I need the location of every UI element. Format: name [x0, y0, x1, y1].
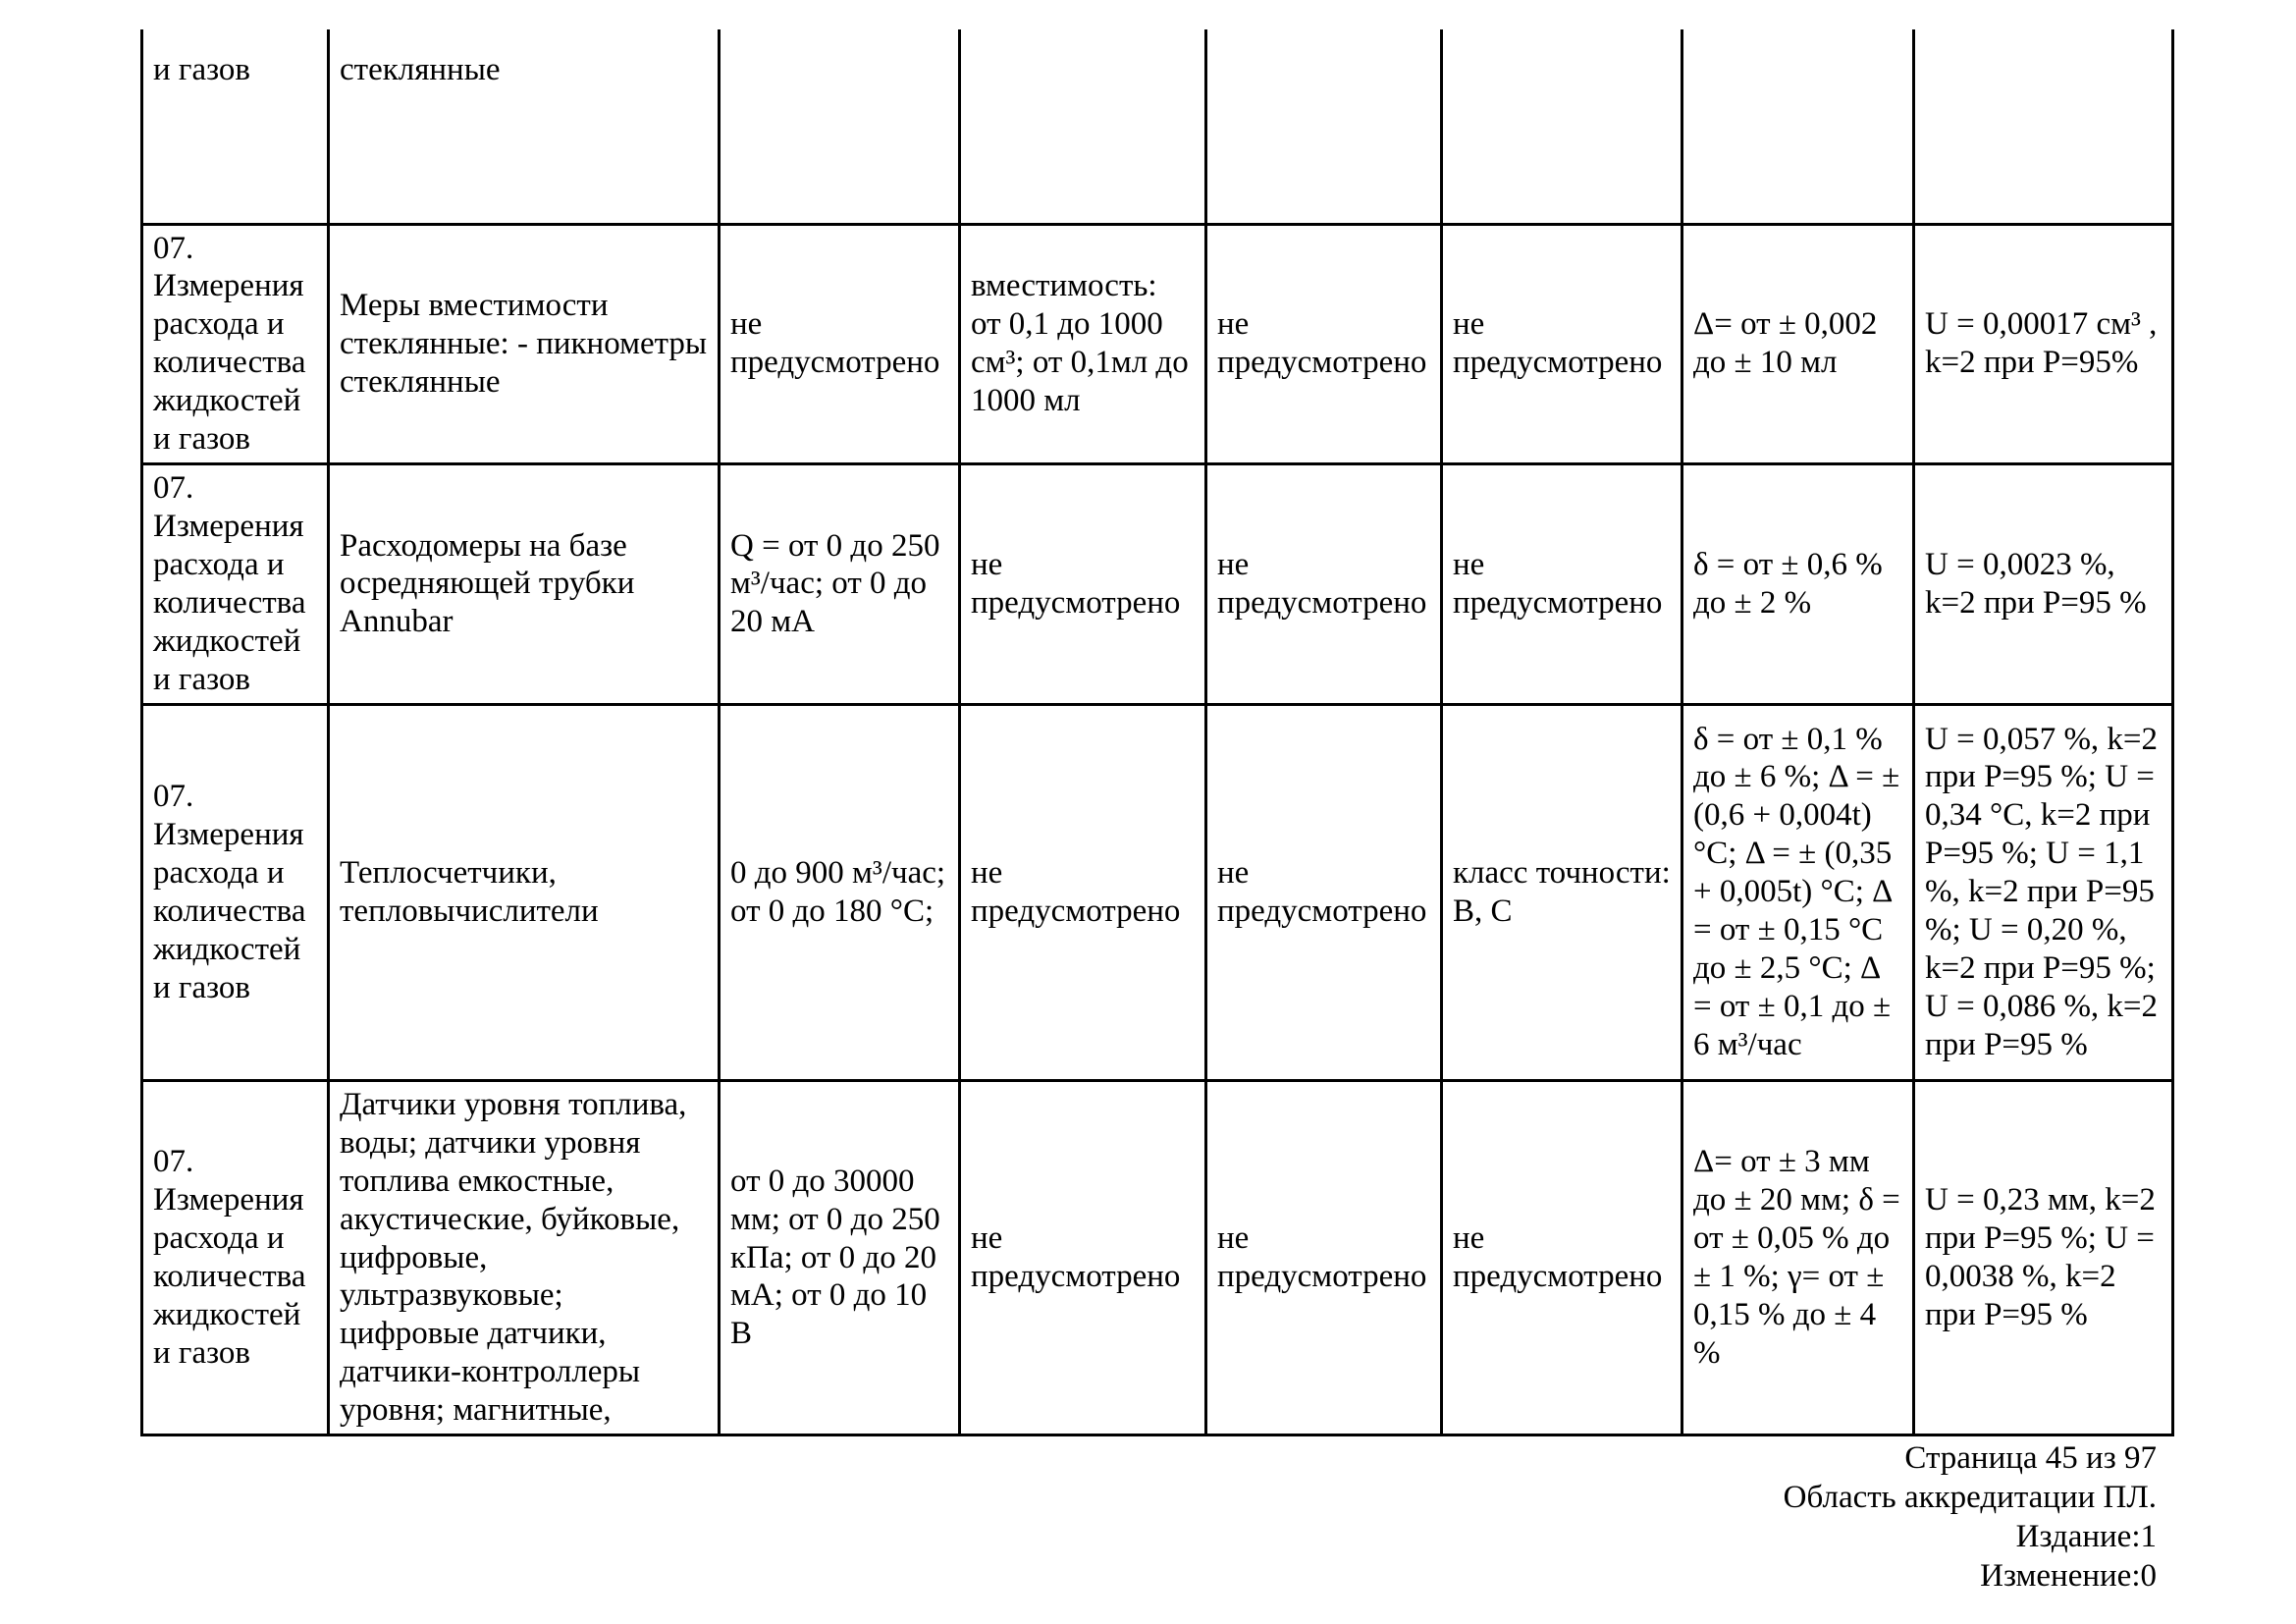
table-cell: не предусмотрено	[960, 704, 1206, 1080]
table-cell-error-range: δ = от ± 0,1 % до ± 6 %; Δ = ± (0,6 + 0,004t) °С; Δ = ± (0,35 + 0,005t) °С; Δ = от ± 0,15 °С до ± 2,5 °С; Δ = от ± 0,1 до ± 6 м³/час	[1682, 704, 1914, 1080]
table-cell-accuracy-class: класс точности: В, С	[1442, 704, 1682, 1080]
table-cell-error-range: Δ= от ± 3 мм до ± 20 мм; δ = от ± 0,05 % до ± 1 %; γ= от ± 0,15 % до ± 4 %	[1682, 1080, 1914, 1435]
table-row-continues-next-page	[142, 1080, 2173, 1435]
footer-scope-label: Область аккредитации ПЛ.	[1783, 1480, 2157, 1515]
table-row	[142, 224, 2173, 464]
footer-revision: Изменение:0	[1980, 1558, 2157, 1594]
table-cell-measurement-field: 07. Измерения расхода и количества жидкостей и газов	[142, 224, 329, 464]
table-cell-range: Q = от 0 до 250 м³/час; от 0 до 20 мА	[720, 464, 960, 705]
table-cell-instrument: Меры вместимости стеклянные: - пикнометры стеклянные	[329, 224, 720, 464]
table-cell: вместимость: от 0,1 до 1000 см³; от 0,1мл до 1000 мл	[960, 224, 1206, 464]
table-cell	[1682, 29, 1914, 224]
table-cell-range: от 0 до 30000 мм; от 0 до 250 кПа; от 0 до 20 мА; от 0 до 10 В	[720, 1080, 960, 1435]
table-cell-instrument: стеклянные	[329, 29, 720, 224]
table-cell-measurement-field: 07. Измерения расхода и количества жидкостей и газов	[142, 704, 329, 1080]
table-cell: не предусмотрено	[1206, 704, 1442, 1080]
table-cell: не предусмотрено	[1442, 1080, 1682, 1435]
page-footer	[1784, 1438, 2157, 1596]
table-cell-instrument: Теплосчетчики, тепловычислители	[329, 704, 720, 1080]
table-row	[142, 704, 2173, 1080]
table-row-continued	[142, 29, 2173, 224]
table-cell: не предусмотрено	[720, 224, 960, 464]
table-cell	[1206, 29, 1442, 224]
table-cell-measurement-field: 07. Измерения расхода и количества жидкостей и газов	[142, 1080, 329, 1435]
footer-edition: Издание:1	[2015, 1519, 2157, 1554]
table-row	[142, 464, 2173, 705]
table-cell-measurement-field: и газов	[142, 29, 329, 224]
table-cell: не предусмотрено	[960, 1080, 1206, 1435]
accreditation-scope-table	[140, 29, 2174, 1436]
table-cell-error-range: δ = от ± 0,6 % до ± 2 %	[1682, 464, 1914, 705]
table-cell: не предусмотрено	[1442, 224, 1682, 464]
table-cell	[720, 29, 960, 224]
footer-page-indicator: Страница 45 из 97	[1904, 1440, 2157, 1476]
table-cell-instrument: Расходомеры на базе осредняющей трубки Annubar	[329, 464, 720, 705]
table-cell-uncertainty: U = 0,057 %, k=2 при Р=95 %; U = 0,34 °С, k=2 при Р=95 %; U = 1,1 %, k=2 при Р=95 %; U = 0,20 %, k=2 при Р=95 %; U = 0,086 %, k=2 при Р=95 %	[1914, 704, 2173, 1080]
table-cell	[960, 29, 1206, 224]
table-cell	[1914, 29, 2173, 224]
table-cell-range: 0 до 900 м³/час; от 0 до 180 °С;	[720, 704, 960, 1080]
table-cell-instrument: Датчики уровня топлива, воды; датчики уровня топлива емкостные, акустические, буйковые, цифровые, ультразвуковые; цифровые датчики, датчики-контроллеры уровня; магнитные,	[329, 1080, 720, 1435]
table-cell: не предусмотрено	[1206, 464, 1442, 705]
table-cell	[1442, 29, 1682, 224]
table-cell-measurement-field: 07. Измерения расхода и количества жидкостей и газов	[142, 464, 329, 705]
table-cell-error-range: Δ= от ± 0,002 до ± 10 мл	[1682, 224, 1914, 464]
table-cell: не предусмотрено	[1206, 1080, 1442, 1435]
table-cell-uncertainty: U = 0,23 мм, k=2 при Р=95 %; U = 0,0038 %, k=2 при Р=95 %	[1914, 1080, 2173, 1435]
table-cell-uncertainty: U = 0,0023 %, k=2 при Р=95 %	[1914, 464, 2173, 705]
table-cell: не предусмотрено	[1206, 224, 1442, 464]
table-cell-uncertainty: U = 0,00017 см³ , k=2 при Р=95%	[1914, 224, 2173, 464]
table-cell: не предусмотрено	[1442, 464, 1682, 705]
table-cell: не предусмотрено	[960, 464, 1206, 705]
